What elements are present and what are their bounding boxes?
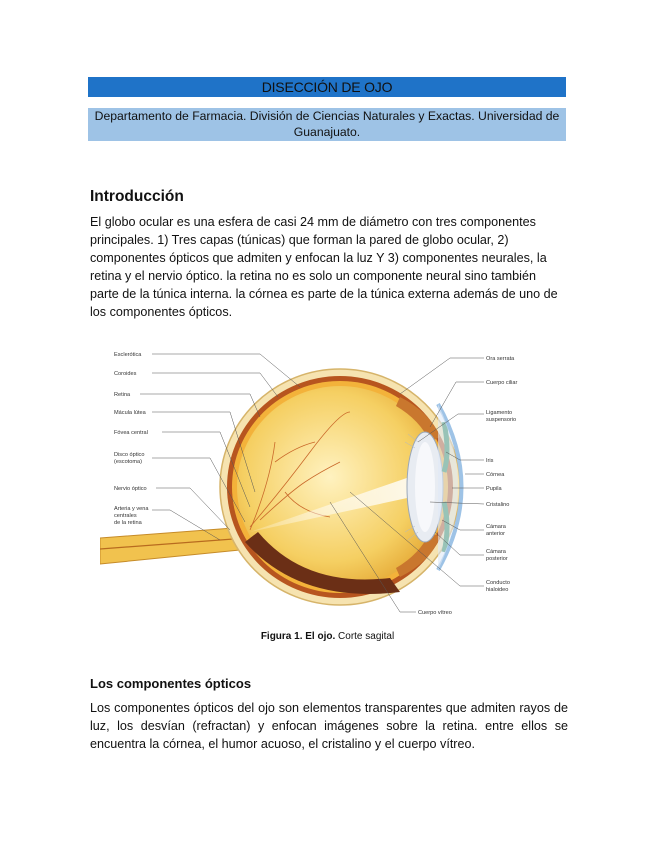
label-hyaloid-canal-2: hialoideo [486,587,509,593]
label-optic-disc-2: (escotoma) [114,459,142,465]
document-title: DISECCIÓN DE OJO [88,77,566,97]
label-retina: Retina [114,392,131,398]
label-suspensory: Ligamento [486,410,513,416]
label-anterior-chamber-2: anterior [486,531,505,537]
label-ciliary-body: Cuerpo ciliar [486,380,518,386]
label-anterior-chamber: Cámara [486,524,506,530]
figure-caption [0,631,655,642]
eye-figure [100,342,540,622]
document-affiliation: Departamento de Farmacia. División de Ciencias Naturales y Exactas. Universidad de Guanajuato. [88,108,566,141]
label-central-vessels-2: centrales [114,513,137,519]
label-central-vessels: Arteria y vena [114,506,149,512]
label-pupil: Pupila [486,486,502,492]
optics-paragraph: Los componentes ópticos del ojo son elementos transparentes que admiten rayos de luz, los desvían (refractan) y enfocan imágenes sobre la retina. entre ellos se encuentra la córnea, el humor acuoso, el cristalino y el cuerpo vítreo. [90,701,568,751]
label-choroid: Coroides [114,371,137,377]
label-posterior-chamber: Cámara [486,549,506,555]
figure-caption-text: Corte sagital [335,631,395,642]
figure-caption-bold: Figura 1. El ojo. [260,631,336,642]
intro-paragraph: El globo ocular es una esfera de casi 24 mm de diámetro con tres componentes principales. 1) Tres capas (túnicas) que forman la pared de globo ocular, 2) componentes ópticos que admiten y enfocan la luz Y 3) componentes neurales, la retina y el nervio óptico. la retina no es solo un componente neural sino también parte de la túnica interna. la córnea es parte de la túnica externa además de uno de los componentes ópticos. [90,215,558,319]
label-central-vessels-3: de la retina [114,520,142,526]
label-fovea: Fóvea central [114,430,148,436]
label-suspensory-2: suspensorio [486,417,517,423]
label-posterior-chamber-2: posterior [486,556,508,562]
eye-diagram [100,342,540,622]
intro-heading: Introducción [90,188,184,205]
label-hyaloid-canal: Conducto [486,580,510,586]
label-optic-nerve: Nervio óptico [114,486,147,492]
label-sclera: Esclerótica [114,352,142,358]
label-macula: Mácula lútea [114,410,146,416]
label-lens: Cristalino [486,502,510,508]
label-vitreous-body: Cuerpo vítreo [418,610,452,616]
label-cornea: Córnea [486,472,505,478]
label-iris: Iris [486,458,494,464]
label-ora-serrata: Ora serrata [486,356,515,362]
label-optic-disc: Disco óptico [114,452,145,458]
optics-heading: Los componentes ópticos [90,676,252,691]
